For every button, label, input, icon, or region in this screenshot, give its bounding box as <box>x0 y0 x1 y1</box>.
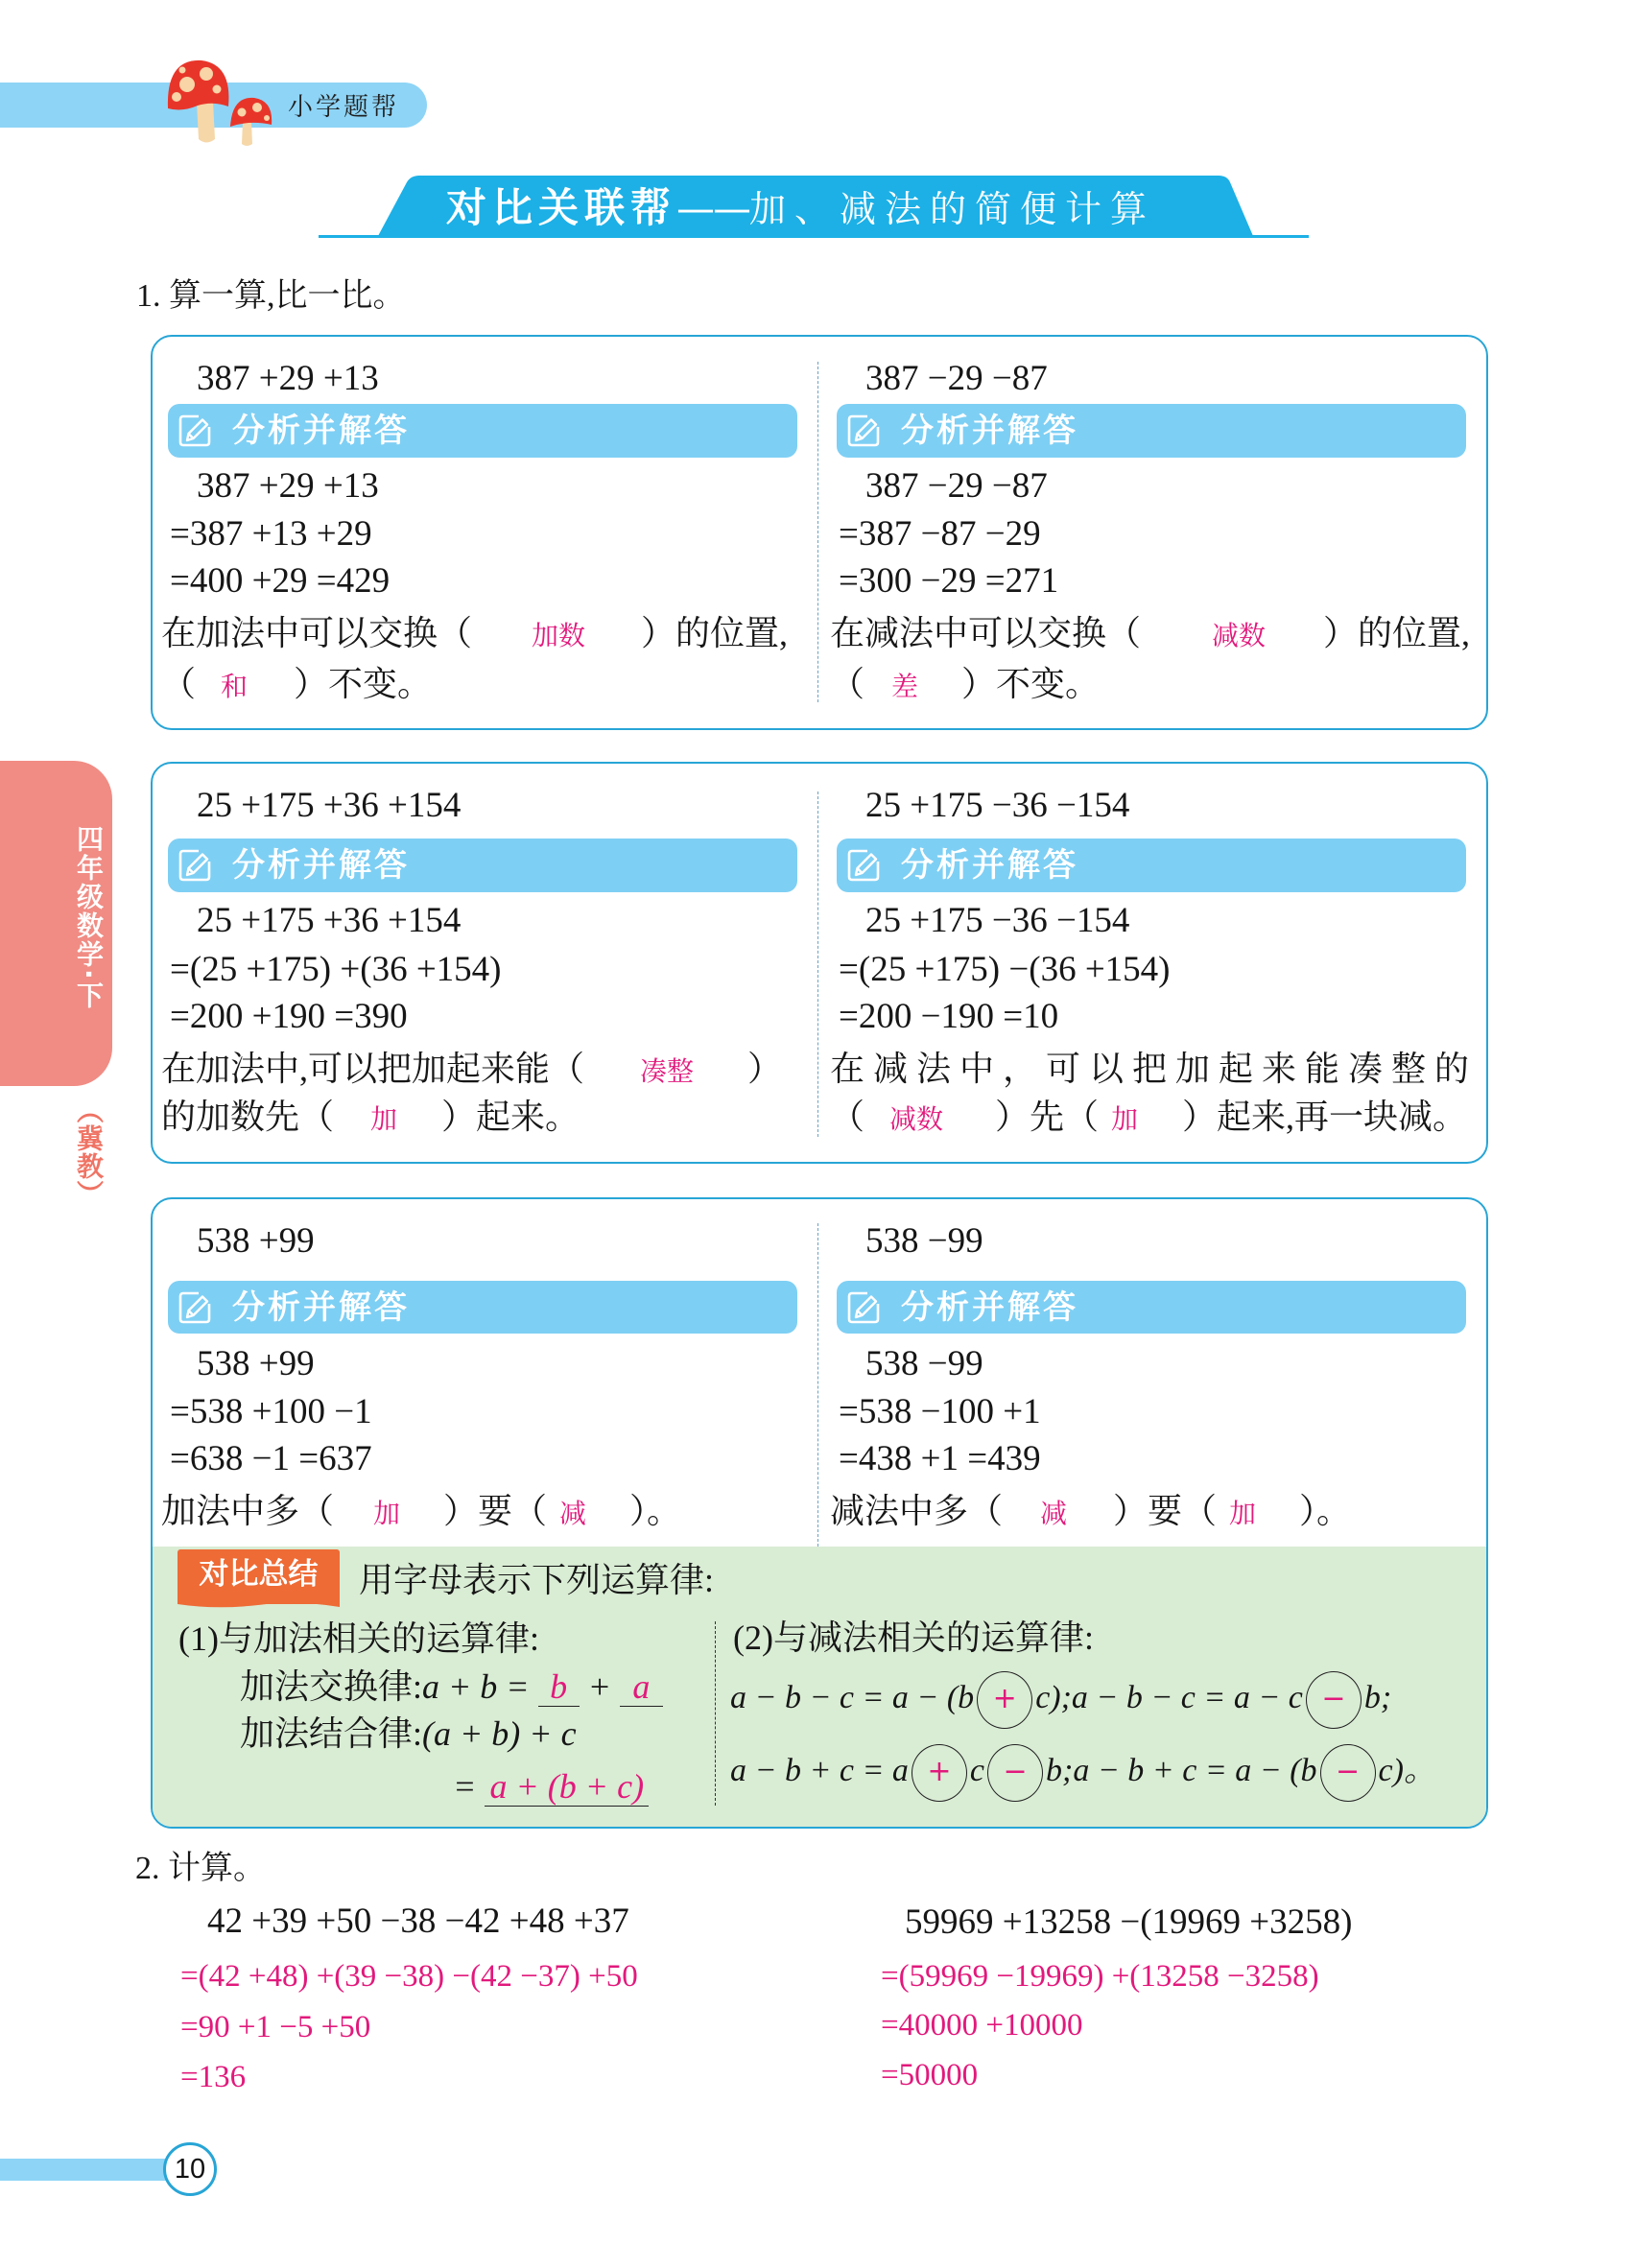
conclusion-text: 在减法中，可以把加起来能凑整的 <box>830 1050 1479 1088</box>
problem-expression: 387 −29 −87 <box>865 359 1048 398</box>
brand-name: 小学题帮 <box>288 93 400 122</box>
solution-step: =438 +1 =439 <box>839 1439 1041 1478</box>
conclusion-text: ）的位置, <box>1323 614 1471 652</box>
solution-step: =638 −1 =637 <box>170 1439 372 1478</box>
solution-step: 538 +99 <box>197 1344 315 1383</box>
pencil-edit-icon <box>846 848 881 883</box>
solution-step: 387 −29 −87 <box>865 466 1048 506</box>
problem-expression: 25 +175 +36 +154 <box>197 786 462 825</box>
calc-step: =90 +1 −5 +50 <box>180 2010 371 2044</box>
pencil-edit-icon <box>178 1290 212 1325</box>
answer-blank <box>1141 610 1323 660</box>
conclusion-text: ）要（ <box>443 1492 548 1530</box>
analysis-bar-label: 分析并解答 <box>232 1288 410 1327</box>
solution-step: =(25 +175) +(36 +154) <box>170 950 502 989</box>
calc-step: =(42 +48) +(39 −38) −(42 −37) +50 <box>180 1959 638 1994</box>
solution-step: 538 −99 <box>865 1344 983 1383</box>
calc-step: =40000 +10000 <box>881 2008 1083 2043</box>
answer-blank: b <box>538 1667 580 1707</box>
conclusion-text: 的加数先（ <box>161 1098 335 1136</box>
answer-blank <box>196 661 294 711</box>
commutative-law-expression: a + b = <box>422 1667 530 1706</box>
answer-blank <box>1003 1488 1113 1538</box>
answer-text: 加数 <box>532 622 586 651</box>
commutative-law-line <box>240 1664 663 1710</box>
page-title <box>446 182 1155 234</box>
conclusion-line <box>830 661 1100 711</box>
conclusion-text: ）不变。 <box>961 665 1101 703</box>
subtraction-laws-heading: (2)与减法相关的运算律: <box>733 1618 1094 1657</box>
associative-law-expression: (a + b) + c <box>422 1714 577 1753</box>
calc-step: =(59969 −19969) +(13258 −3258) <box>881 1959 1319 1994</box>
conclusion-text: ）先（ <box>995 1098 1100 1136</box>
answer-blank <box>547 1488 629 1538</box>
problem-expression: 538 −99 <box>865 1221 983 1261</box>
footer-bar <box>0 2159 168 2181</box>
answer-blank <box>864 661 961 711</box>
conclusion-text: ）的位置, <box>641 614 789 652</box>
conclusion-text: ）。 <box>629 1492 682 1530</box>
answer-blank <box>1099 1094 1182 1144</box>
solution-step: =387 −87 −29 <box>839 514 1041 554</box>
answer-blank <box>1217 1488 1299 1538</box>
subtraction-law-line-2 <box>730 1741 1436 1802</box>
answer-text: 减数 <box>889 1105 944 1135</box>
conclusion-text: ） <box>747 1050 783 1088</box>
summary-badge-label: 对比总结 <box>199 1557 319 1592</box>
conclusion-line <box>161 1488 681 1538</box>
solution-step: =200 +190 =390 <box>170 997 408 1036</box>
conclusion-text: 在加法中可以交换（ <box>161 614 473 652</box>
conclusion-text: ）不变。 <box>294 665 433 703</box>
analysis-bar-label: 分析并解答 <box>901 846 1078 885</box>
solution-step: 25 +175 −36 −154 <box>865 901 1130 940</box>
answer-text: 加 <box>373 1500 401 1529</box>
conclusion-text: ）要（ <box>1113 1492 1218 1530</box>
circled-answer: + <box>977 1671 1032 1729</box>
answer-blank <box>334 1488 443 1538</box>
solution-step: =387 +13 +29 <box>170 514 372 554</box>
pencil-edit-icon <box>846 1290 881 1325</box>
circled-answer: + <box>912 1744 967 1802</box>
conclusion-text: （ <box>830 665 865 703</box>
answer-text: 差 <box>891 673 919 702</box>
answer-blank <box>472 610 641 660</box>
analysis-bar <box>168 839 797 892</box>
title-subtitle: 加、减法的简便计算 <box>749 188 1156 230</box>
answer-text: 和 <box>221 673 249 702</box>
title-main: 对比关联帮 <box>446 184 677 231</box>
answer-text: 加 <box>1229 1500 1257 1529</box>
law-text: c)。 <box>1378 1753 1436 1788</box>
law-text: a − b + c = a <box>730 1753 909 1788</box>
answer-text: 加 <box>370 1105 398 1135</box>
law-text: b; <box>1363 1680 1392 1715</box>
answer-blank <box>864 1094 995 1144</box>
answer-text: 减数 <box>1212 622 1267 651</box>
circled-answer: − <box>1306 1671 1362 1729</box>
solution-step: =200 −190 =10 <box>839 997 1059 1036</box>
answer-text: 减 <box>559 1500 587 1529</box>
pencil-edit-icon <box>178 413 212 448</box>
analysis-bar-label: 分析并解答 <box>232 412 410 450</box>
plus-sign: + <box>587 1667 611 1706</box>
conclusion-line <box>161 610 788 660</box>
analysis-bar <box>168 1281 797 1334</box>
summary-divider <box>715 1621 716 1806</box>
solution-step: =538 −100 +1 <box>839 1392 1041 1431</box>
conclusion-text: 在加法中,可以把加起来能（ <box>161 1050 585 1088</box>
equals-sign: = <box>453 1767 477 1806</box>
summary-prompt: 用字母表示下列运算律: <box>359 1561 715 1599</box>
solution-step: =538 +100 −1 <box>170 1392 372 1431</box>
conclusion-text: 减法中多（ <box>830 1492 1004 1530</box>
analysis-bar-label: 分析并解答 <box>901 412 1078 450</box>
answer-text: 加 <box>1111 1105 1139 1135</box>
pencil-edit-icon <box>178 848 212 883</box>
answer-text: 凑整 <box>640 1057 695 1087</box>
conclusion-text: ）起来,再一块减。 <box>1182 1098 1468 1136</box>
associative-law-line <box>240 1711 577 1757</box>
conclusion-line <box>830 1046 1478 1092</box>
comparison-box-2 <box>151 762 1488 1164</box>
comparison-box-1 <box>151 335 1488 730</box>
column-divider <box>817 362 818 702</box>
law-text: c);a − b − c = a − c <box>1035 1680 1303 1715</box>
addition-laws-heading: (1)与加法相关的运算律: <box>178 1619 539 1658</box>
answer-blank: a <box>620 1667 663 1707</box>
conclusion-line <box>830 1488 1351 1538</box>
analysis-bar <box>837 839 1466 892</box>
solution-step: 25 +175 +36 +154 <box>197 901 462 940</box>
conclusion-text: （ <box>830 1098 865 1136</box>
solution-step: 387 +29 +13 <box>197 466 379 506</box>
question-2-label: 2. 计算。 <box>135 1851 266 1886</box>
solution-step: =400 +29 =429 <box>170 561 391 601</box>
conclusion-text: 加法中多（ <box>161 1492 335 1530</box>
calc-step: =50000 <box>881 2058 979 2092</box>
problem-expression: 387 +29 +13 <box>197 359 379 398</box>
column-divider <box>817 1223 818 1547</box>
comparison-box-3 <box>151 1197 1488 1829</box>
pencil-edit-icon <box>846 413 881 448</box>
calc-problem-1: 42 +39 +50 −38 −42 +48 +37 <box>207 1902 629 1941</box>
page-number: 10 <box>163 2142 217 2196</box>
conclusion-text: （ <box>161 665 197 703</box>
conclusion-text: ）起来。 <box>441 1098 580 1136</box>
solution-step: =(25 +175) −(36 +154) <box>839 950 1171 989</box>
solution-step: =300 −29 =271 <box>839 561 1059 601</box>
associative-law-label: 加法结合律: <box>240 1714 423 1753</box>
analysis-bar-label: 分析并解答 <box>232 846 410 885</box>
calc-step: =136 <box>180 2060 247 2094</box>
side-tab-grade: 四年级数学·下 <box>73 825 105 1010</box>
column-divider <box>817 791 818 1137</box>
answer-blank <box>584 1046 747 1096</box>
answer-text: 减 <box>1040 1500 1068 1529</box>
analysis-bar <box>168 404 797 458</box>
answer-blank: a + (b + c) <box>485 1767 649 1807</box>
summary-badge <box>178 1549 340 1604</box>
problem-expression: 538 +99 <box>197 1221 315 1261</box>
conclusion-line <box>830 1094 1467 1144</box>
law-text: c <box>969 1753 985 1788</box>
conclusion-text: 在减法中可以交换（ <box>830 614 1142 652</box>
calc-problem-2: 59969 +13258 −(19969 +3258) <box>905 1902 1353 1942</box>
law-text: b;a − b + c = a − (b <box>1046 1753 1317 1788</box>
subtraction-law-line-1 <box>730 1668 1391 1729</box>
analysis-bar <box>837 404 1466 458</box>
title-dash: —— <box>676 187 750 231</box>
conclusion-line <box>161 1094 580 1144</box>
circled-answer: − <box>1320 1744 1376 1802</box>
conclusion-text: ）。 <box>1299 1492 1352 1530</box>
commutative-law-label: 加法交换律: <box>240 1667 423 1706</box>
conclusion-line <box>161 661 432 711</box>
analysis-bar <box>837 1281 1466 1334</box>
circled-answer: − <box>987 1744 1043 1802</box>
problem-expression: 25 +175 −36 −154 <box>865 786 1130 825</box>
associative-law-answer-line <box>453 1763 649 1809</box>
law-text: a − b − c = a − (b <box>730 1680 975 1715</box>
answer-blank <box>334 1094 441 1144</box>
conclusion-line <box>830 610 1470 660</box>
analysis-bar-label: 分析并解答 <box>901 1288 1078 1327</box>
side-tab-edition: （冀教） <box>73 1097 105 1208</box>
badge-ribbon-edge <box>178 1597 340 1611</box>
conclusion-line <box>161 1046 782 1096</box>
question-1-label: 1. 算一算,比一比。 <box>136 278 406 314</box>
